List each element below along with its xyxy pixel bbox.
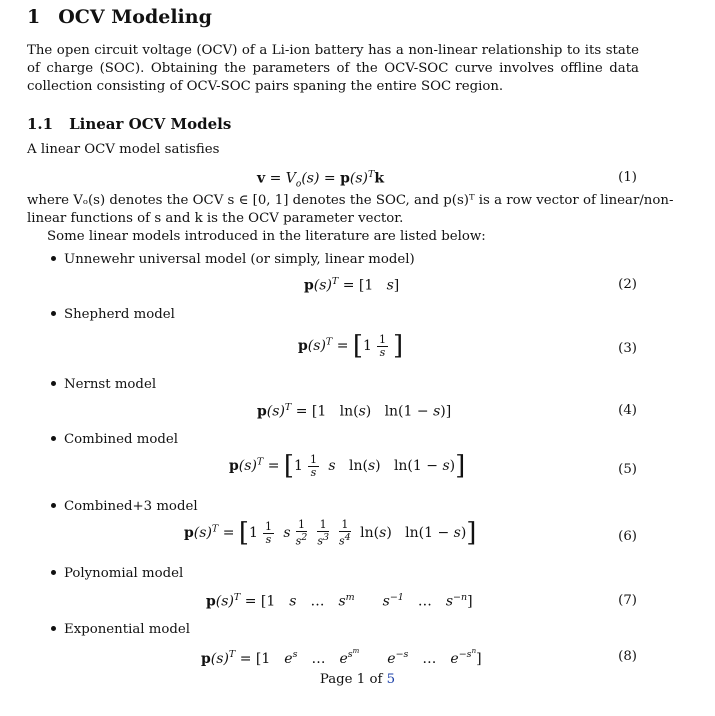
section-title: OCV Modeling	[58, 6, 212, 28]
page-footer	[0, 672, 715, 687]
model-name: Combined model	[64, 432, 178, 447]
subsection-number: 1.1	[27, 115, 54, 133]
model-name: Polynomial model	[64, 566, 184, 581]
bullet-icon	[51, 381, 56, 386]
equation-number-2: (2)	[618, 277, 637, 292]
subsection-title: Linear OCV Models	[69, 115, 232, 133]
equation-4: $p(s)^T = [1$ ln(s) ln(1 − s)]	[257, 402, 452, 420]
model-name: Unnewehr universal model (or simply, linear model)	[64, 252, 415, 267]
intro-paragraph: The open circuit voltage (OCV) of a Li-ion battery has a non-linear relationship to its state of charge (SOC). Obtaining the parameters of the OCV-SOC curve involves offline data collection consisting of OCV-SOC pairs spaning the entire SOC region.	[27, 43, 639, 94]
bullet-icon	[51, 256, 56, 261]
equation-2: $p(s)^T = [1$ s]	[304, 276, 400, 294]
list-item	[51, 377, 156, 392]
bullet-icon	[51, 436, 56, 441]
equation-number-3: (3)	[618, 341, 637, 356]
equation-5: $p(s)^T = [1$ $\frac{1}{s}$ s ln(s) ln(1 − s)]	[229, 451, 466, 481]
list-item	[51, 307, 175, 322]
list-intro: Some linear models introduced in the literature are listed below:	[47, 229, 486, 244]
bullet-icon	[51, 570, 56, 575]
equation-7: $p(s)^T = [1$ s … $s^m$ $s^{-1}$ … $s^{-n}$]	[206, 592, 473, 610]
bullet-icon	[51, 311, 56, 316]
equation-number-4: (4)	[618, 403, 637, 418]
where-text-line-2: linear functions of s and k is the OCV parameter vector.	[27, 211, 404, 226]
footer-prefix: Page 1 of	[319, 672, 387, 687]
model-name: Combined+3 model	[64, 499, 198, 514]
list-item	[51, 622, 190, 637]
equation-number-6: (6)	[618, 529, 637, 544]
equation-1: $v = V_o(s) = p(s)^Tk$	[257, 169, 385, 190]
list-item	[51, 432, 178, 447]
equation-number-1: (1)	[618, 170, 637, 185]
subsection-heading	[27, 115, 231, 133]
bullet-icon	[51, 503, 56, 508]
list-item	[51, 499, 198, 514]
where-text-line-1: where Vₒ(s) denotes the OCV s ∈ [0, 1] denotes the SOC, and p(s)ᵀ is a row vector of linear/non-	[27, 193, 674, 208]
equation-8: $p(s)^T = [1$ $e^s$ … $e^{s^m}$ $e^{-s}$ … $e^{-s^n}$]	[201, 647, 482, 667]
list-item	[51, 566, 183, 581]
section-heading	[27, 6, 212, 28]
lead-text: A linear OCV model satisfies	[27, 142, 220, 157]
equation-3: $p(s)^T = [1$ $\frac{1}{s}$ ]	[298, 331, 404, 361]
equation-number-8: (8)	[618, 649, 637, 664]
section-number: 1	[27, 6, 41, 28]
total-pages-link[interactable]: 5	[386, 672, 396, 687]
equation-number-5: (5)	[618, 462, 637, 477]
model-name: Exponential model	[64, 622, 190, 637]
model-name: Shepherd model	[64, 307, 175, 322]
equation-number-7: (7)	[618, 593, 637, 608]
bullet-icon	[51, 626, 56, 631]
model-name: Nernst model	[64, 377, 157, 392]
list-item	[51, 252, 415, 267]
equation-6: $p(s)^T = [1$ $\frac{1}{s}$ s $\frac{1}{s^2}$ $\frac{1}{s^3}$ $\frac{1}{s^4}$ ln(s) ln(1 − s)]	[184, 517, 477, 548]
